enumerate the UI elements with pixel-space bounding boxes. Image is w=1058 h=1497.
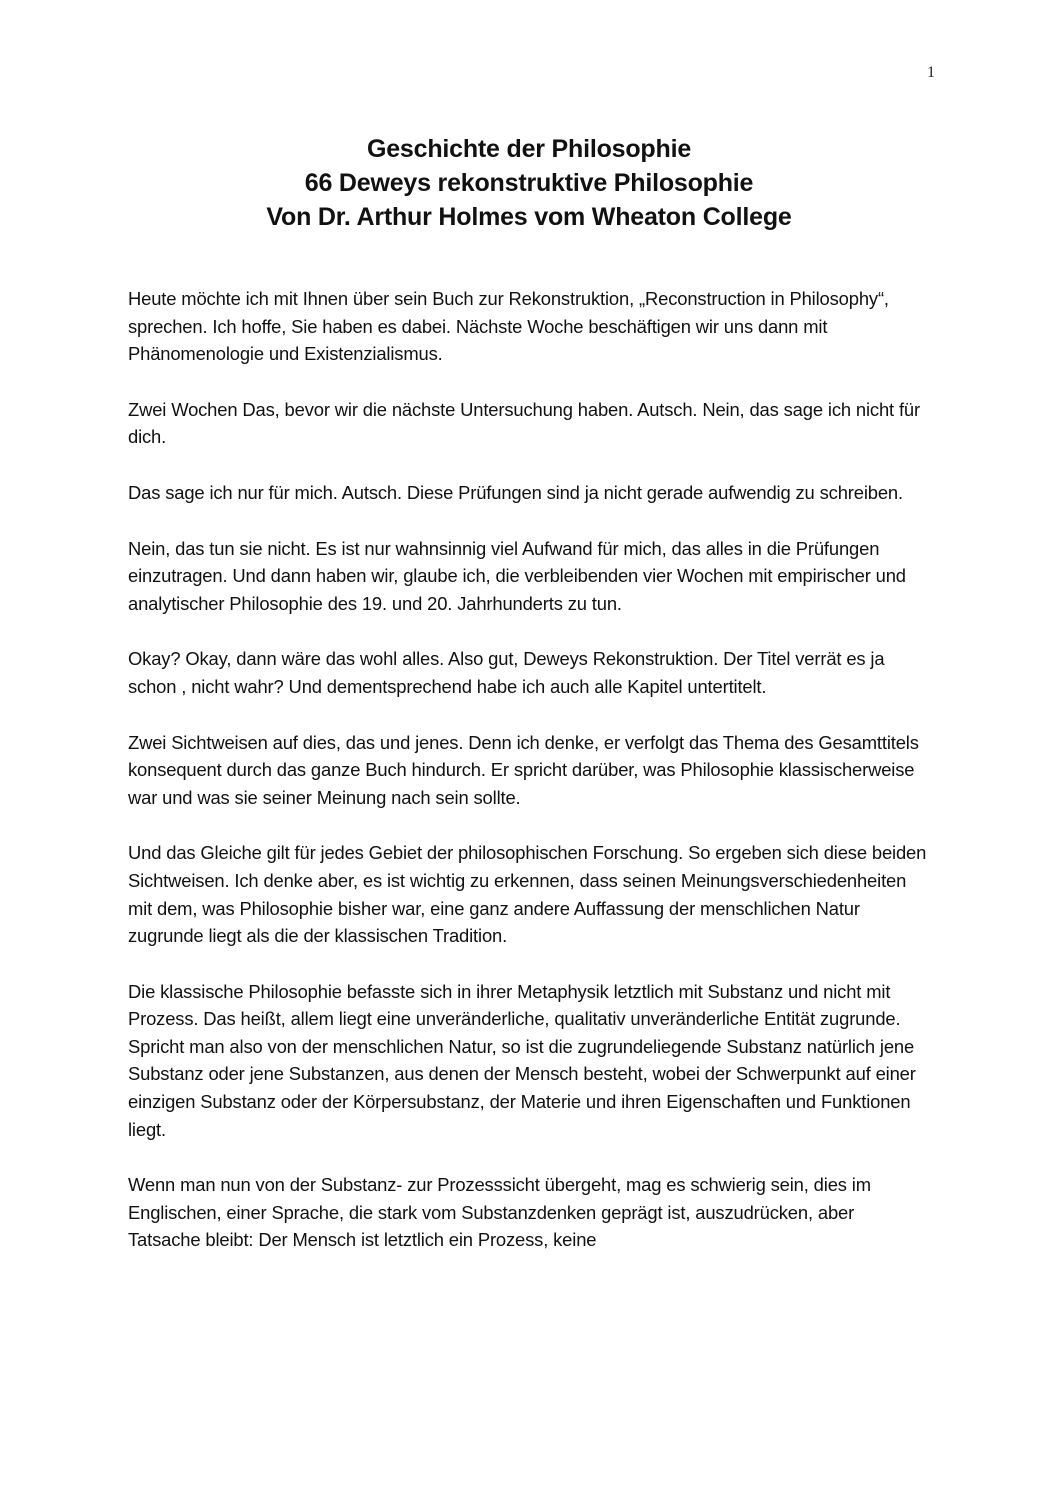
paragraph: Zwei Sichtweisen auf dies, das und jenes. Denn ich denke, er verfolgt das Thema des Gesamttitels konsequent durch das ganze Buch hindurch. Er spricht darüber, was Philosophie klassischerweise war und was sie seiner Meinung nach sein sollte.	[128, 731, 919, 808]
title-block	[0, 132, 1058, 234]
title-lecture: 66 Deweys rekonstruktive Philosophie	[304, 169, 754, 197]
paragraph: Und das Gleiche gilt für jedes Gebiet der philosophischen Forschung. So ergeben sich diese beiden Sichtweisen. Ich denke aber, es ist wichtig zu erkennen, dass seinen Meinungsverschiedenheiten mit dem, was Philosophie bisher war, eine ganz andere Auffassung der menschlichen Natur zugrunde liegt als die der klassischen Tradition.	[128, 842, 927, 947]
paragraph: Nein, das tun sie nicht. Es ist nur wahnsinnig viel Aufwand für mich, das alles in die Prüfungen einzutragen. Und dann haben wir, glaube ich, die verbleibenden vier Wochen mit empirischer und analytischer Philosophie des 19. und 20. Jahrhunderts zu tun.	[128, 537, 906, 614]
body-text	[128, 285, 928, 1282]
paragraph: Zwei Wochen Das, bevor wir die nächste Untersuchung haben. Autsch. Nein, das sage ich nicht für dich.	[128, 398, 920, 448]
title-author: Von Dr. Arthur Holmes vom Wheaton College	[266, 203, 792, 231]
paragraph: Das sage ich nur für mich. Autsch. Diese Prüfungen sind ja nicht gerade aufwendig zu schreiben.	[128, 481, 903, 503]
title-series: Geschichte der Philosophie	[366, 135, 692, 163]
paragraph: Heute möchte ich mit Ihnen über sein Buch zur Rekonstruktion, „Reconstruction in Philosophy“, sprechen. Ich hoffe, Sie haben es dabei. Nächste Woche beschäftigen wir uns dann mit Phänomenologie und Existenzialismus.	[128, 288, 889, 365]
paragraph: Wenn man nun von der Substanz- zur Prozesssicht übergeht, mag es schwierig sein, dies im Englischen, einer Sprache, die stark vom Substanzdenken geprägt ist, auszudrücken, aber Tatsache bleibt: Der Mensch ist letztlich ein Prozess, keine	[128, 1174, 871, 1251]
paragraph: Die klassische Philosophie befasste sich in ihrer Metaphysik letztlich mit Substanz und nicht mit Prozess. Das heißt, allem liegt eine unveränderliche, qualitativ unveränderliche Entität zugrunde. Spricht man also von der menschlichen Natur, so ist die zugrundeliegende Substanz natürlich jene Substanz oder jene Substanzen, aus denen der Mensch besteht, wobei der Schwerpunkt auf einer einzigen Substanz oder der Körpersubstanz, der Materie und ihren Eigenschaften und Funktionen liegt.	[128, 980, 916, 1140]
page-number: 1	[927, 64, 935, 81]
paragraph: Okay? Okay, dann wäre das wohl alles. Also gut, Deweys Rekonstruktion. Der Titel verrät es ja schon , nicht wahr? Und dementsprechend habe ich auch alle Kapitel untertitelt.	[128, 648, 885, 697]
